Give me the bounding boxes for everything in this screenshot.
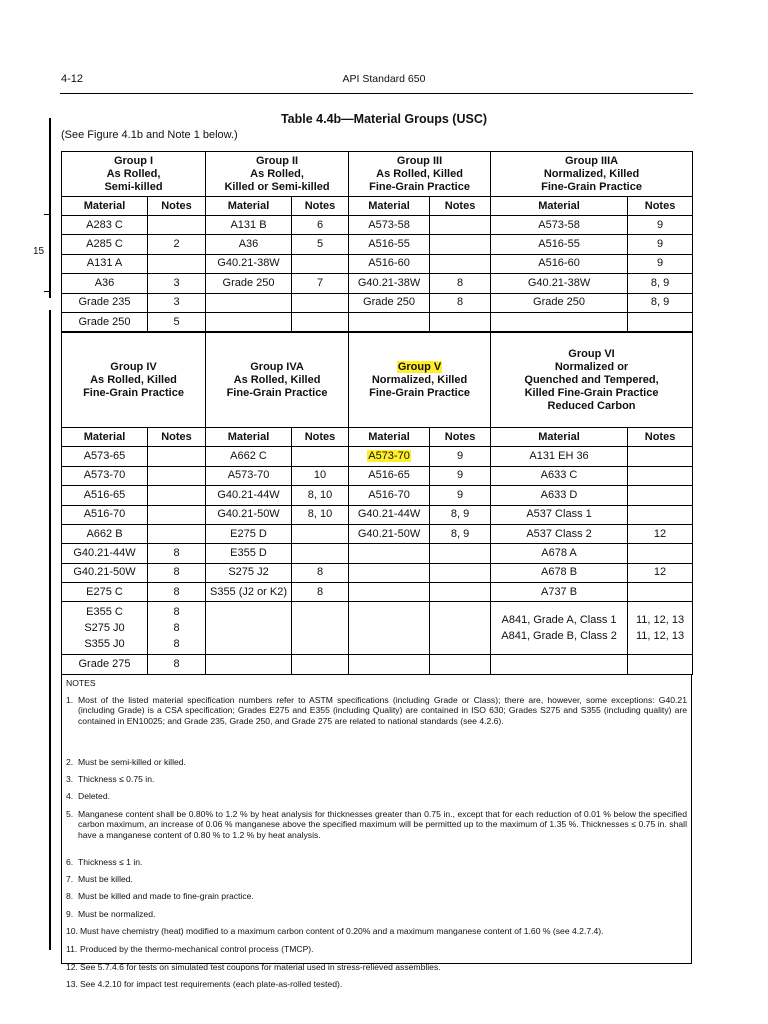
- material-cell: A662 C: [206, 447, 292, 466]
- highlighted-text: Group V: [397, 360, 442, 373]
- notes-cell: 10: [292, 466, 349, 485]
- notes-column-header: Notes: [292, 428, 349, 447]
- note-item: [66, 891, 687, 901]
- material-cell: A573-65: [62, 447, 148, 466]
- note-item: [66, 926, 687, 936]
- material-cell: Grade 250: [62, 312, 148, 332]
- note-text: Produced by the thermo-mechanical control process (TMCP).: [80, 944, 314, 954]
- notes-cell: [628, 466, 693, 485]
- column-header-row: [62, 428, 693, 447]
- material-cell: A516-60: [349, 254, 430, 273]
- notes-cell: 8, 10: [292, 486, 349, 505]
- notes-cell: 8: [148, 563, 206, 582]
- notes-cell: [430, 602, 491, 655]
- material-cell: [349, 563, 430, 582]
- material-cell: A573-58: [349, 216, 430, 235]
- group-header-line: Killed Fine-Grain Practice: [524, 386, 659, 399]
- group-header-line: Normalized, Killed: [371, 373, 468, 386]
- table-row: [62, 274, 693, 293]
- material-cell: A36: [62, 274, 148, 293]
- material-cell: A678 A: [491, 544, 628, 563]
- table-row: [62, 466, 693, 485]
- material-cell: A678 B: [491, 563, 628, 582]
- material-cell: G40.21-38W: [206, 254, 292, 273]
- material-cell: A516-70: [349, 486, 430, 505]
- material-column-header: Material: [62, 197, 148, 216]
- notes-cell: [628, 583, 693, 602]
- notes-cell: 9: [628, 216, 693, 235]
- material-cell: [349, 602, 430, 655]
- table-subnote: (See Figure 4.1b and Note 1 below.): [61, 129, 238, 141]
- group-header: [491, 332, 693, 428]
- material-cell: E275 D: [206, 524, 292, 543]
- notes-cell: [148, 466, 206, 485]
- notes-title: NOTES: [66, 678, 96, 688]
- material-cell: S275 J2: [206, 563, 292, 582]
- notes-cell-line: 8: [173, 606, 180, 619]
- material-cell: A633 C: [491, 466, 628, 485]
- note-number: 1.: [66, 695, 74, 705]
- material-cell-line: A841, Grade B, Class 2: [501, 630, 617, 643]
- notes-cell: [430, 544, 491, 563]
- material-cell: Grade 235: [62, 293, 148, 312]
- material-cell: Grade 275: [62, 655, 148, 674]
- note-text: Deleted.: [78, 791, 111, 801]
- table-row: [62, 544, 693, 563]
- notes-cell: [292, 655, 349, 674]
- material-cell: A516-65: [349, 466, 430, 485]
- material-cell: A573-70: [62, 466, 148, 485]
- note-number: 8.: [66, 891, 74, 901]
- notes-cell-line: 8: [173, 622, 180, 635]
- running-header: API Standard 650: [342, 73, 426, 85]
- material-cell: S355 (J2 or K2): [206, 583, 292, 602]
- table-row: [62, 216, 693, 235]
- group-header-line: Group IVA: [250, 360, 304, 373]
- notes-cell: [148, 447, 206, 466]
- group-header-line: Group VI: [568, 347, 615, 360]
- margin-change-number: 15: [33, 246, 45, 257]
- note-number: 13.: [66, 979, 78, 989]
- notes-column-header: Notes: [628, 428, 693, 447]
- material-cell: G40.21-44W: [206, 486, 292, 505]
- notes-cell: 8, 9: [628, 293, 693, 312]
- note-text: Manganese content shall be 0.80% to 1.2 % by heat analysis for thicknesses greater than 0.75 in., except that for each reduction of 0.01 % below the specified carbon maximum, an increase of 0.06 % manganese above the specified maximum will be permitted up to the maximum of 1.35 %. Thicknesses ≤ 0.75 in. shall have a manganese content of 0.80 % to 1.2 % by heat analysis.: [78, 809, 687, 840]
- material-cell: [206, 293, 292, 312]
- material-column-header: Material: [349, 428, 430, 447]
- notes-cell: [430, 216, 491, 235]
- notes-cell: [628, 505, 693, 524]
- group-header-line: Fine-Grain Practice: [369, 180, 470, 193]
- table-row: [62, 235, 693, 254]
- note-item: [66, 857, 687, 867]
- note-number: 7.: [66, 874, 74, 884]
- group-header-line: As Rolled,: [106, 167, 161, 180]
- material-cell: E355 D: [206, 544, 292, 563]
- page-number: 4-12: [61, 73, 84, 85]
- material-cell: A662 B: [62, 524, 148, 543]
- material-cell: A573-58: [491, 216, 628, 235]
- group-header-line: As Rolled, Killed: [90, 373, 177, 386]
- notes-column-header: Notes: [628, 197, 693, 216]
- notes-cell: 8, 9: [628, 274, 693, 293]
- notes-cell: [292, 447, 349, 466]
- group-header-line: As Rolled,: [250, 167, 304, 180]
- notes-cell: [430, 563, 491, 582]
- notes-cell: [628, 655, 693, 674]
- material-cell: A283 C: [62, 216, 148, 235]
- notes-cell: [430, 235, 491, 254]
- material-cell: G40.21-50W: [206, 505, 292, 524]
- note-number: 10.: [66, 926, 78, 936]
- notes-cell: [628, 447, 693, 466]
- note-text: Must have chemistry (heat) modified to a maximum carbon content of 0.20% and a maximum manganese content of 1.60 % (see 4.2.7.4).: [80, 926, 604, 936]
- notes-column-header: Notes: [430, 197, 491, 216]
- group-header: [206, 152, 349, 197]
- group-header: [62, 332, 206, 428]
- notes-cell: 12: [628, 563, 693, 582]
- table-row: [62, 583, 693, 602]
- notes-cell: 12: [628, 524, 693, 543]
- notes-cell: [430, 254, 491, 273]
- group-header-line: Semi-killed: [104, 180, 163, 193]
- group-header-line: Normalized, Killed: [543, 167, 640, 180]
- material-cell: [62, 602, 148, 655]
- note-item: [66, 695, 687, 726]
- group-header-line: Fine-Grain Practice: [369, 386, 470, 399]
- table-row: [62, 486, 693, 505]
- change-bar-tick: [44, 291, 50, 292]
- notes-cell: [292, 524, 349, 543]
- notes-cell: 8, 9: [430, 505, 491, 524]
- group-header-line: [351, 361, 488, 374]
- note-number: 9.: [66, 909, 74, 919]
- group-header: [491, 152, 693, 197]
- material-cell: [491, 602, 628, 655]
- material-column-header: Material: [62, 428, 148, 447]
- note-text: Most of the listed material specification numbers refer to ASTM specifications (including Grade or Class); there are, however, some exceptions: G40.21 (including Grade) is a CSA specification; Grades E275 and E355 (including Quality) are contained in ISO 630; Grades S275 and S355 (including quality) are contained in EN10025; and Grade 235, Grade 250, and Grade 275 are related to national standards (see 4.2.6).: [78, 695, 687, 726]
- material-column-header: Material: [491, 197, 628, 216]
- note-item: [66, 962, 687, 972]
- material-cell-line: S355 J0: [84, 638, 125, 651]
- material-column-header: Material: [206, 197, 292, 216]
- notes-cell: [292, 544, 349, 563]
- notes-cell: [148, 505, 206, 524]
- note-item: [66, 809, 687, 840]
- material-cell: [349, 447, 430, 466]
- table-row: [62, 524, 693, 543]
- change-bar: [49, 118, 51, 298]
- notes-section: [61, 675, 692, 989]
- material-cell: [206, 312, 292, 332]
- group-header-line: Reduced Carbon: [547, 399, 636, 412]
- material-cell: A36: [206, 235, 292, 254]
- table-row: [62, 602, 693, 655]
- group-header-line: As Rolled, Killed: [233, 373, 321, 386]
- note-item: [66, 791, 687, 801]
- material-cell: E275 C: [62, 583, 148, 602]
- material-cell: [349, 583, 430, 602]
- note-number: 12.: [66, 962, 78, 972]
- group-header-line: Fine-Grain Practice: [541, 180, 642, 193]
- note-item: [66, 874, 687, 884]
- material-cell: G40.21-38W: [349, 274, 430, 293]
- notes-column-header: Notes: [148, 197, 206, 216]
- material-cell: A285 C: [62, 235, 148, 254]
- notes-column-header: Notes: [430, 428, 491, 447]
- note-item: [66, 979, 687, 989]
- material-cell: A516-55: [349, 235, 430, 254]
- notes-cell: [628, 544, 693, 563]
- notes-cell-line: 11, 12, 13: [635, 614, 685, 627]
- material-cell: [349, 655, 430, 674]
- notes-cell: [430, 655, 491, 674]
- notes-cell: [148, 216, 206, 235]
- header-rule: [60, 93, 693, 94]
- group-header-line: As Rolled, Killed: [376, 167, 463, 180]
- material-cell-line: E355 C: [86, 606, 123, 619]
- notes-cell: 9: [430, 486, 491, 505]
- notes-cell: 3: [148, 274, 206, 293]
- notes-cell: 2: [148, 235, 206, 254]
- material-cell: A537 Class 1: [491, 505, 628, 524]
- note-text: Must be semi-killed or killed.: [78, 757, 186, 767]
- material-cell: G40.21-50W: [62, 563, 148, 582]
- group-header-row: [62, 152, 693, 197]
- notes-cell: [148, 254, 206, 273]
- notes-cell: 8: [292, 563, 349, 582]
- note-number: 5.: [66, 809, 74, 819]
- table-row: [62, 293, 693, 312]
- note-text: Must be killed.: [78, 874, 133, 884]
- notes-cell: 5: [148, 312, 206, 332]
- notes-cell: [628, 312, 693, 332]
- material-cell: [206, 655, 292, 674]
- notes-cell: [430, 312, 491, 332]
- material-cell: G40.21-44W: [349, 505, 430, 524]
- material-column-header: Material: [491, 428, 628, 447]
- group-header-line: Fine-Grain Practice: [83, 386, 184, 399]
- material-column-header: Material: [206, 428, 292, 447]
- notes-cell: [292, 254, 349, 273]
- table-row: [62, 505, 693, 524]
- group-header-line: Fine-Grain Practice: [226, 386, 328, 399]
- notes-cell: 8: [148, 583, 206, 602]
- notes-cell: 8: [292, 583, 349, 602]
- group-header: [62, 152, 206, 197]
- material-cell: Grade 250: [491, 293, 628, 312]
- note-item: [66, 944, 687, 954]
- group-header-line: Group III: [396, 154, 443, 167]
- material-cell: A131 EH 36: [491, 447, 628, 466]
- group-header-line: Normalized or: [554, 360, 629, 373]
- note-item: [66, 774, 687, 784]
- table-row: [62, 447, 693, 466]
- notes-column-header: Notes: [292, 197, 349, 216]
- table-row: [62, 563, 693, 582]
- notes-cell-line: 8: [173, 638, 180, 651]
- material-cell: A516-70: [62, 505, 148, 524]
- notes-cell: [148, 486, 206, 505]
- column-header-row: [62, 197, 693, 216]
- material-cell: A131 A: [62, 254, 148, 273]
- group-header-line: Group I: [113, 154, 154, 167]
- material-cell: [206, 602, 292, 655]
- note-text: Thickness ≤ 1 in.: [78, 857, 143, 867]
- table-row: [62, 254, 693, 273]
- notes-cell-line: 11, 12, 13: [635, 630, 685, 643]
- group-header-line: Killed or Semi-killed: [224, 180, 330, 193]
- material-cell: A573-70: [206, 466, 292, 485]
- material-groups-table: [61, 151, 693, 675]
- material-cell: [491, 655, 628, 674]
- material-cell-line: S275 J0: [84, 622, 125, 635]
- notes-cell: 8: [148, 655, 206, 674]
- group-header-line: Quenched and Tempered,: [524, 373, 659, 386]
- note-number: 2.: [66, 757, 74, 767]
- material-cell: A516-60: [491, 254, 628, 273]
- change-bar: [49, 310, 51, 950]
- notes-cell: 9: [628, 235, 693, 254]
- change-bar-tick: [44, 214, 50, 215]
- material-cell: [349, 312, 430, 332]
- material-cell: [491, 312, 628, 332]
- notes-cell: 6: [292, 216, 349, 235]
- notes-cell: 9: [430, 447, 491, 466]
- group-header-line: Group II: [255, 154, 299, 167]
- group-header-line: Group IV: [110, 360, 157, 373]
- group-header: [206, 332, 349, 428]
- group-header-row: [62, 332, 693, 428]
- material-cell: [349, 544, 430, 563]
- notes-cell: 9: [628, 254, 693, 273]
- table-title: Table 4.4b—Material Groups (USC): [280, 112, 488, 126]
- material-cell: Grade 250: [349, 293, 430, 312]
- notes-cell: 3: [148, 293, 206, 312]
- notes-cell: 9: [430, 466, 491, 485]
- note-number: 11.: [66, 944, 78, 954]
- notes-cell: [628, 486, 693, 505]
- notes-cell: 5: [292, 235, 349, 254]
- group-header: [349, 332, 491, 428]
- note-number: 3.: [66, 774, 74, 784]
- material-cell: A131 B: [206, 216, 292, 235]
- note-text: Thickness ≤ 0.75 in.: [78, 774, 155, 784]
- note-text: See 4.2.10 for impact test requirements (each plate-as-rolled tested).: [80, 979, 343, 989]
- material-cell: A516-65: [62, 486, 148, 505]
- notes-cell: 7: [292, 274, 349, 293]
- material-cell: A737 B: [491, 583, 628, 602]
- material-column-header: Material: [349, 197, 430, 216]
- material-cell: G40.21-38W: [491, 274, 628, 293]
- group-header: [349, 152, 491, 197]
- material-cell: G40.21-50W: [349, 524, 430, 543]
- note-item: [66, 757, 687, 767]
- material-cell: A633 D: [491, 486, 628, 505]
- notes-cell: 8: [148, 544, 206, 563]
- notes-cell: 8, 10: [292, 505, 349, 524]
- notes-cell: 8, 9: [430, 524, 491, 543]
- notes-cell: 8: [430, 293, 491, 312]
- note-text: Must be killed and made to fine-grain practice.: [78, 891, 254, 901]
- notes-cell: [292, 602, 349, 655]
- highlighted-text: A573-70: [368, 450, 410, 463]
- material-cell: G40.21-44W: [62, 544, 148, 563]
- note-number: 4.: [66, 791, 74, 801]
- table-row: [62, 312, 693, 332]
- material-cell: Grade 250: [206, 274, 292, 293]
- note-text: See 5.7.4.6 for tests on simulated test coupons for material used in stress-relieved assemblies.: [80, 962, 441, 972]
- group-header-line: Group IIIA: [564, 154, 619, 167]
- material-cell: A537 Class 2: [491, 524, 628, 543]
- notes-column-header: Notes: [148, 428, 206, 447]
- material-cell: A516-55: [491, 235, 628, 254]
- notes-cell: [292, 312, 349, 332]
- notes-cell: [430, 583, 491, 602]
- note-text: Must be normalized.: [78, 909, 156, 919]
- material-cell-line: A841, Grade A, Class 1: [501, 614, 617, 627]
- notes-cell: 8: [430, 274, 491, 293]
- notes-cell: [148, 602, 206, 655]
- table-row: [62, 655, 693, 674]
- notes-cell: [148, 524, 206, 543]
- note-number: 6.: [66, 857, 74, 867]
- notes-cell: [292, 293, 349, 312]
- notes-cell: [628, 602, 693, 655]
- note-item: [66, 909, 687, 919]
